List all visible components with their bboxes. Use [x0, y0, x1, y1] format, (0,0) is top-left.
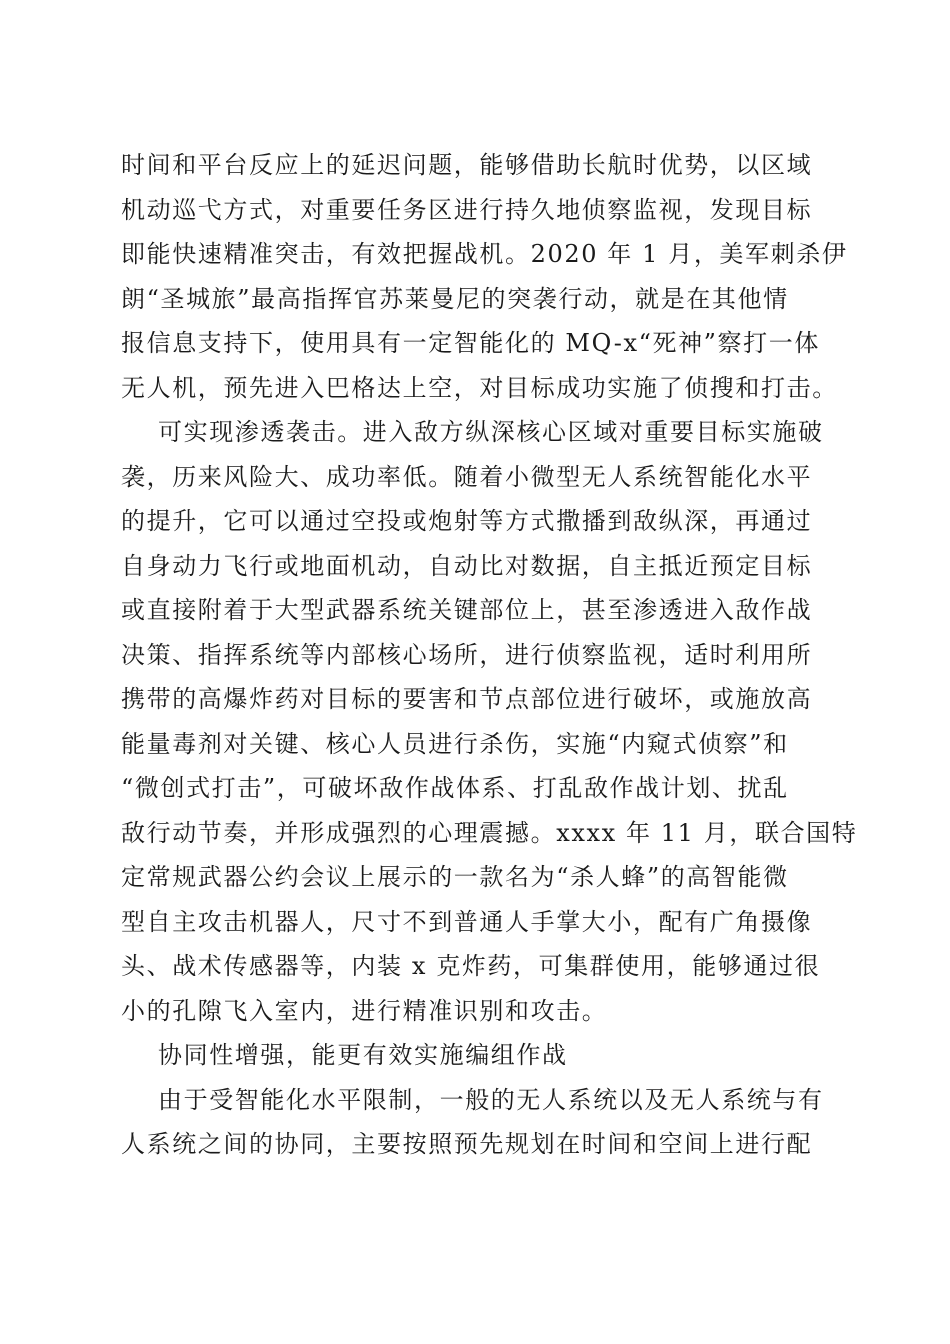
text-line: 时间和平台反应上的延迟问题，能够借助长航时优势，以区域 [121, 151, 813, 179]
text-line: 头、战术传感器等，内装 x 克炸药，可集群使用，能够通过很 [121, 952, 821, 980]
text-line: 由于受智能化水平限制，一般的无人系统以及无人系统与有 [158, 1085, 824, 1114]
section-heading: 协同性增强，能更有效实施编组作战 [158, 1041, 568, 1069]
text-line: “微创式打击”，可破坏敌作战体系、打乱敌作战计划、扰乱 [121, 774, 789, 802]
text-line: 可实现渗透袭击。进入敌方纵深核心区域对重要目标实施破 [158, 418, 824, 446]
text-line: 定常规武器公约会议上展示的一款名为“杀人蜂”的高智能微 [121, 863, 789, 891]
text-line: 能量毒剂对关键、核心人员进行杀伤，实施“内窥式侦察”和 [121, 729, 789, 758]
body-text [121, 143, 858, 1167]
text-line: 或直接附着于大型武器系统关键部位上，甚至渗透进入敌作战 [121, 596, 813, 624]
text-line: 袭，历来风险大、成功率低。随着小微型无人系统智能化水平 [121, 462, 813, 491]
text-line: 携带的高爆炸药对目标的要害和节点部位进行破坏，或施放高 [121, 685, 813, 713]
text-line: 无人机，预先进入巴格达上空，对目标成功实施了侦搜和打击。 [121, 373, 838, 402]
text-line: 型自主攻击机器人，尺寸不到普通人手掌大小，配有广角摄像 [121, 907, 813, 936]
text-line: 朗“圣城旅”最高指挥官苏莱曼尼的突袭行动，就是在其他情 [121, 284, 789, 313]
text-line: 报信息支持下，使用具有一定智能化的 MQ-x“死神”察打一体 [121, 329, 820, 357]
text-line: 机动巡弋方式，对重要任务区进行持久地侦察监视，发现目标 [121, 195, 813, 224]
text-line: 的提升，它可以通过空投或炮射等方式撒播到敌纵深，再通过 [121, 507, 813, 535]
text-line: 人系统之间的协同，主要按照预先规划在时间和空间上进行配 [121, 1130, 813, 1158]
text-line: 决策、指挥系统等内部核心场所，进行侦察监视，适时利用所 [121, 640, 813, 669]
text-line: 敌行动节奏，并形成强烈的心理震撼。xxxx 年 11 月，联合国特 [121, 818, 858, 847]
text-line: 小的孔隙飞入室内，进行精准识别和攻击。 [121, 996, 608, 1025]
text-line: 自身动力飞行或地面机动，自动比对数据，自主抵近预定目标 [121, 551, 813, 580]
text-line: 即能快速精准突击，有效把握战机。2020 年 1 月，美军刺杀伊 [121, 240, 848, 268]
